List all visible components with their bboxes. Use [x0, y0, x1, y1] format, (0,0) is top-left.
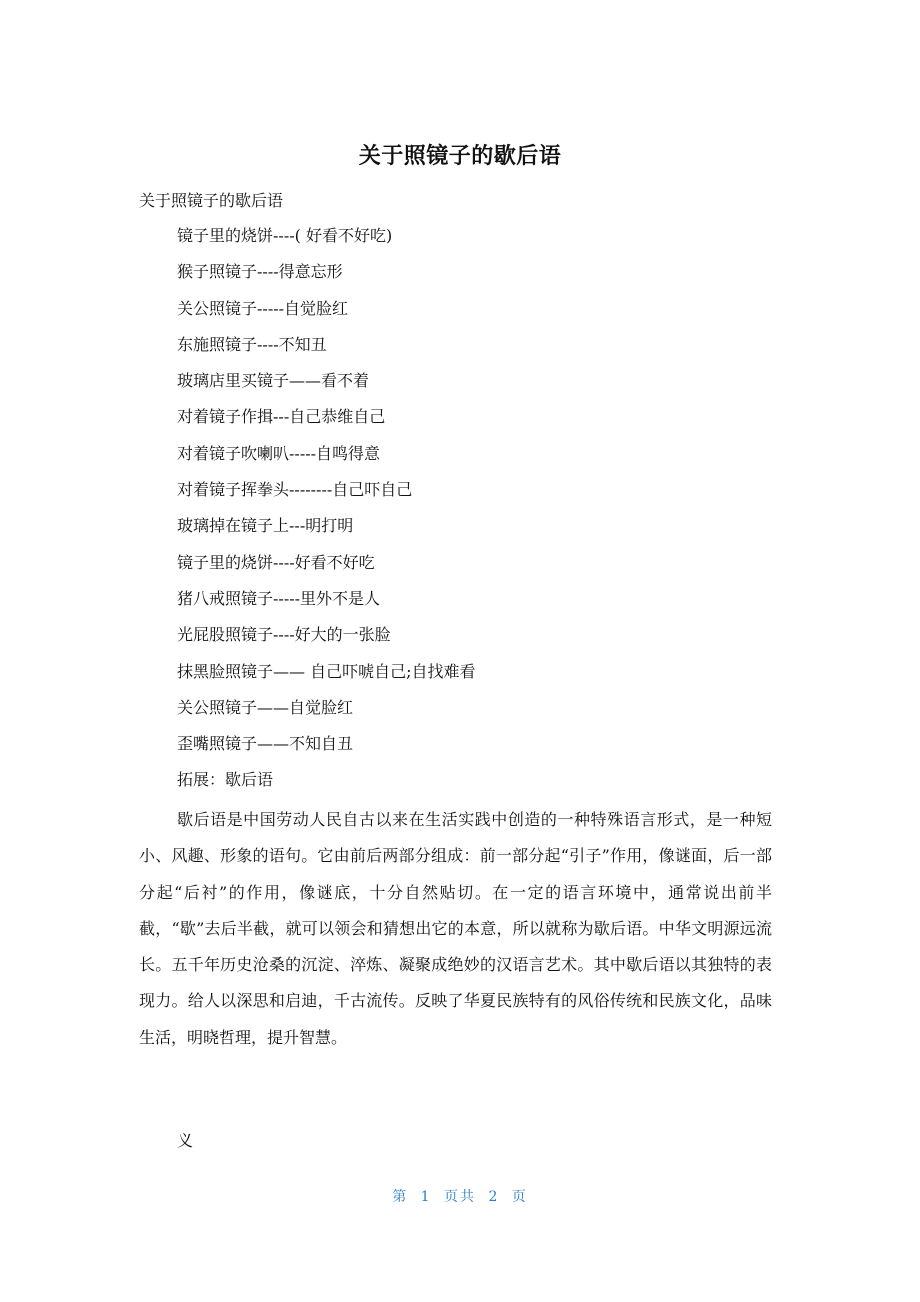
list-item: 对着镜子吹喇叭-----自鸣得意 — [177, 443, 381, 463]
document-subtitle: 关于照镜子的歇后语 — [139, 191, 284, 210]
list-item: 对着镜子作揖---自己恭维自己 — [177, 407, 386, 427]
list-item: 镜子里的烧饼----好看不好吃 — [177, 552, 375, 572]
list-item: 关公照镜子-----自觉脸红 — [177, 298, 349, 318]
list-item: 镜子里的烧饼----( 好看不好吃) — [177, 226, 393, 245]
page-footer: 第 1 页共 2 页 — [392, 1189, 528, 1205]
list-item: 拓展：歇后语 — [177, 770, 274, 790]
trailing-text: 义 — [177, 1131, 194, 1150]
list-item: 玻璃掉在镜子上---明打明 — [177, 516, 354, 536]
list-item: 玻璃店里买镜子——看不着 — [177, 371, 370, 391]
list-item: 东施照镜子----不知丑 — [177, 334, 327, 354]
list-item: 猴子照镜子----得意忘形 — [177, 262, 343, 282]
list-item: 关公照镜子——自觉脸红 — [177, 697, 354, 717]
body-paragraph: 歇后语是中国劳动人民自古以来在生活实践中创造的一种特殊语言形式，是一种短小、风趣、形象的语句。它由前后两部分组成：前一部分起“引子”作用，像谜面，后一部分起“后衬”的作用，像谜底，十分自然贴切。在一定的语言环境中，通常说出前半截，“歇”去后半截，就可以领会和猜想出它的本意，所以就称为歇后语。中华文明源远流长。五千年历史沧桑的沉淀、淬炼、凝聚成绝妙的汉语言艺术。其中歇后语以其独特的表现力。给人以深思和启迪，千古流传。反映了华夏民族特有的风俗传统和民族文化，品味生活，明晓哲理，提升智慧。 — [139, 810, 772, 1047]
page-title: 关于照镜子的歇后语 — [358, 144, 562, 169]
proverb-list — [177, 223, 475, 804]
list-item: 猪八戒照镜子-----里外不是人 — [177, 588, 381, 608]
list-item: 对着镜子挥拳头--------自己吓自己 — [177, 480, 413, 500]
list-item: 光屁股照镜子----好大的一张脸 — [177, 625, 391, 645]
list-item: 歪嘴照镜子——不知自丑 — [177, 734, 354, 754]
list-item: 抹黑脸照镜子—— 自己吓唬自己;自找难看 — [177, 661, 476, 681]
